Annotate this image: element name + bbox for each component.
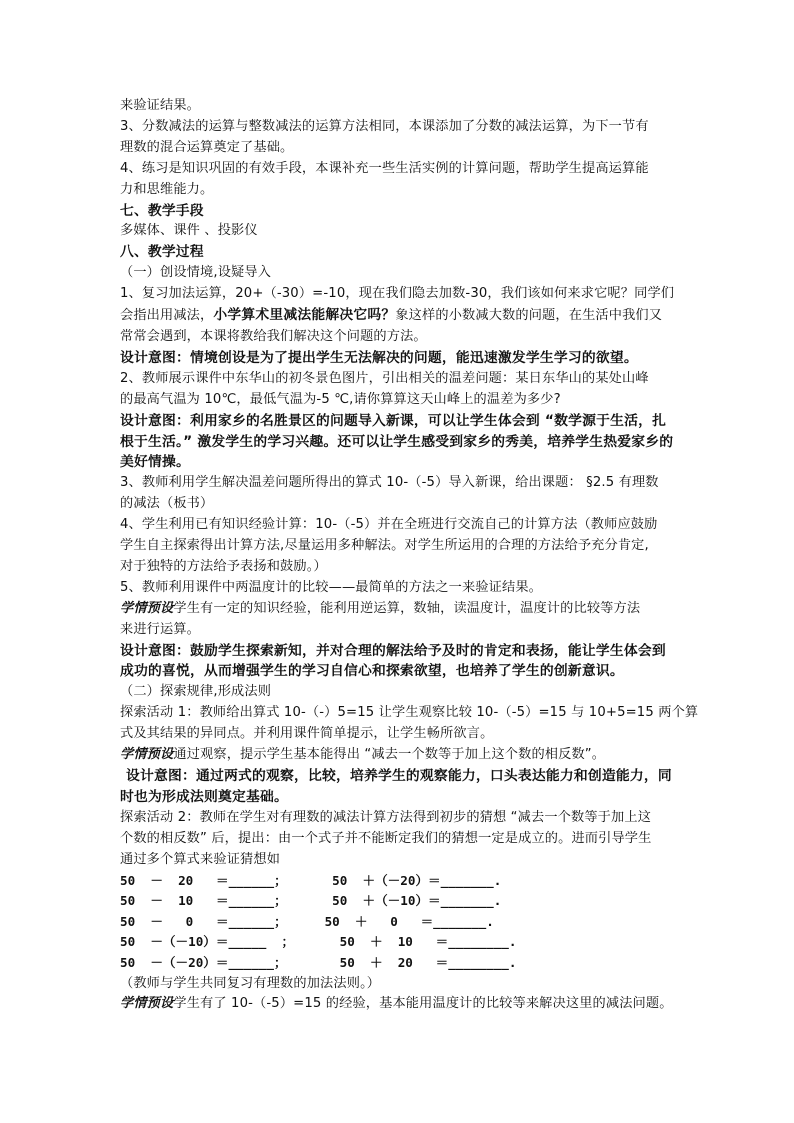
text-line: 来进行运算。 — [120, 621, 201, 637]
preview-label: 学情预设 — [120, 996, 174, 1012]
exercise-line: 50 －（－10）＝_____ ； 50 ＋ 10 ＝________. — [120, 934, 517, 950]
text-line: 探索活动 2：教师在学生对有理数的减法计算方法得到初步的猜想 “减去一个数等于加上这 — [120, 809, 652, 825]
text-line: 多媒体、课件 、投影仪 — [120, 223, 258, 239]
design-intent: 设计意图：通过两式的观察，比较，培养学生的观察能力，口头表达能力和创造能力，同 — [126, 768, 672, 784]
text-line: 常常会遇到，本课将教给我们解决这个问题的方法。 — [120, 328, 427, 344]
exercise-line: 50 － 10 ＝______； 50 ＋（－10）＝_______. — [120, 893, 502, 909]
subsection-title: （一）创设情境,设疑导入 — [120, 265, 272, 281]
learning-preview — [120, 599, 680, 620]
text-line: 4、练习是知识巩固的有效手段，本课补充一些生活实例的计算问题，帮助学生提高运算能 — [120, 160, 649, 176]
text-line — [120, 305, 680, 327]
subsection-title: （二）探索规律,形成法则 — [120, 684, 272, 700]
text-span: 象这样的小数减大数的问题，在生活中我们又 — [395, 308, 663, 324]
text-line: 通过多个算式来验证猜想如 — [120, 851, 281, 867]
design-intent: 设计意图：鼓励学生探索新知，并对合理的解法给予及时的肯定和表扬，能让学生体会到 — [120, 642, 666, 659]
text-line: 2、教师展示课件中东华山的初冬景色图片，引出相关的温差问题：某日东华山的某处山峰 — [120, 370, 649, 386]
text-line: 个数的相反数” 后，提出：由一个式子并不能断定我们的猜想一定是成立的。进而引导学生 — [120, 830, 652, 846]
document-page — [120, 96, 699, 1015]
learning-preview — [120, 994, 680, 1015]
text-line: 4、学生利用已有知识经验计算：10-（-5）并在全班进行交流自己的计算方法（教师应鼓励 — [120, 517, 658, 533]
text-span: 学生有一定的知识经验，能利用逆运算，数轴，读温度计，温度计的比较等方法 — [173, 600, 641, 616]
design-intent: 根于生活。” 激发学生的学习兴趣。还可以让学生感受到家乡的秀美，培养学生热爱家乡的 — [120, 433, 674, 450]
text-line: 理数的混合运算奠定了基础。 — [120, 139, 294, 155]
design-intent: 设计意图：情境创设是为了提出学生无法解决的问题，能迅速激发学生学习的欲望。 — [120, 349, 638, 366]
section-heading-8: 八、教学过程 — [120, 244, 204, 261]
text-line: 来验证结果。 — [120, 98, 201, 113]
bold-span: 小学算术里减法能解决它吗？ — [213, 307, 396, 324]
design-intent: 美好情操。 — [120, 454, 190, 471]
text-line: 的最高气温为 10℃，最低气温为-5 ℃,请你算算这天山峰上的温差为多少? — [120, 391, 561, 407]
text-line: 3、教师利用学生解决温差问题所得出的算式 10-（-5）导入新课，给出课题： §2.5 有理数 — [120, 475, 659, 491]
section-heading-7: 七、教学手段 — [120, 202, 204, 219]
design-intent: 设计意图：利用家乡的名胜景区的问题导入新课，可以让学生体会到 “数学源于生活，扎 — [120, 412, 667, 429]
text-span: 学生有了 10-（-5）=15 的经验，基本能用温度计的比较等来解决这里的减法问题。 — [173, 996, 673, 1012]
text-span: 会指出用减法， — [120, 308, 214, 324]
learning-preview — [120, 745, 680, 766]
text-line: 探索活动 1：教师给出算式 10-（-）5=15 让学生观察比较 10-（-5）=15 与 10+5=15 两个算 — [120, 705, 699, 721]
exercise-line: 50 －（－20）＝______； 50 ＋ 20 ＝________. — [120, 954, 517, 970]
text-line: 5、教师利用课件中两温度计的比较——最简单的方法之一来验证结果。 — [120, 579, 542, 595]
text-line: 3、分数减法的运算与整数减法的运算方法相同，本课添加了分数的减法运算，为下一节有 — [120, 118, 649, 134]
text-line: 的减法（板书） — [120, 496, 214, 512]
preview-label: 学情预设 — [120, 600, 174, 616]
text-span: 通过观察，提示学生基本能得出 “减去一个数等于加上这个数的相反数”。 — [173, 747, 606, 763]
exercise-line: 50 － 20 ＝______； 50 ＋（－20）＝_______. — [120, 872, 502, 888]
text-line: 1、复习加法运算，20+（-30）=-10，现在我们隐去加数-30，我们该如何来求它呢？同学们 — [120, 286, 675, 302]
text-line: 式及其结果的异同点。并利用课件简单提示，让学生畅所欲言。 — [120, 726, 494, 742]
exercise-line: 50 － 0 ＝______； 50 ＋ 0 ＝_______. — [120, 913, 494, 929]
text-line: 学生自主探索得出计算方法,尽量运用多种解法。对学生所运用的合理的方法给予充分肯定, — [120, 538, 649, 554]
text-line: （教师与学生共同复习有理数的加法法则。） — [120, 975, 381, 991]
design-intent: 时也为形成法则奠定基础。 — [120, 788, 288, 805]
preview-label: 学情预设 — [120, 747, 174, 763]
design-intent: 成功的喜悦，从而增强学生的学习自信心和探索欲望，也培养了学生的创新意识。 — [120, 663, 624, 680]
text-line: 力和思维能力。 — [120, 181, 214, 197]
text-line: 对于独特的方法给予表扬和鼓励。） — [120, 558, 327, 574]
